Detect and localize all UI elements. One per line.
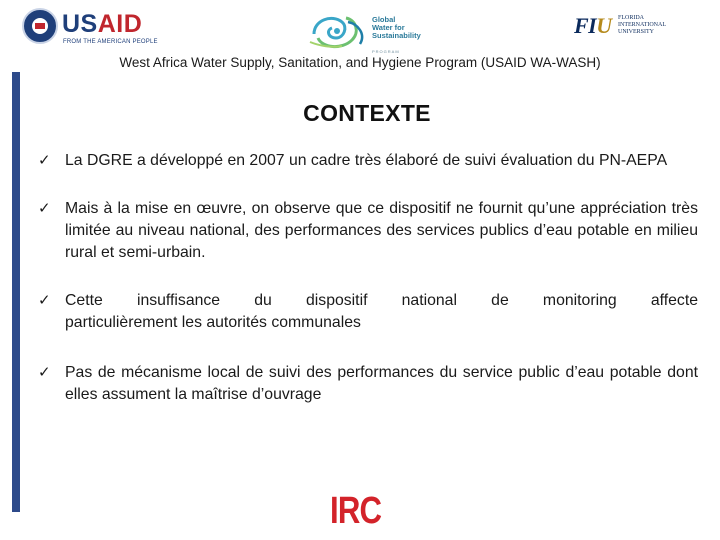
bullet-text: Cette insuffisance du dispositif national de monitoring affecte	[65, 292, 698, 309]
irc-logo: IRC	[330, 490, 382, 532]
fiu-logo	[574, 14, 674, 40]
bullet-text: La DGRE a développé en 2007 un cadre très élaboré de suivi évaluation du PN-AEPA	[65, 152, 668, 169]
water-drop-swirl-icon	[308, 12, 370, 52]
gws-subtitle: PROGRAM	[372, 49, 400, 54]
bullet-item	[38, 198, 698, 264]
gws-name: Global Water for Sustainability	[372, 15, 421, 40]
usaid-seal-icon	[22, 8, 58, 44]
checkmark-icon: ✓	[38, 200, 51, 217]
bullet-item	[38, 290, 698, 334]
gws-logo	[308, 8, 432, 54]
checkmark-icon: ✓	[38, 152, 51, 169]
usaid-logo	[22, 8, 158, 50]
usaid-tagline: FROM THE AMERICAN PEOPLE	[63, 39, 158, 45]
bullet-list	[38, 150, 698, 406]
left-accent-bar	[12, 72, 20, 512]
checkmark-icon: ✓	[38, 292, 51, 309]
fiu-wordmark: FIU	[574, 13, 612, 38]
slide-title: CONTEXTE	[303, 100, 431, 126]
bullet-item	[38, 362, 698, 406]
bullet-text: particulièrement les autorités communales	[65, 314, 361, 331]
bullet-text: Pas de mécanisme local de suivi des performances du service public d’eau potable dont elles assument la maîtrise d’ouvrage	[65, 364, 698, 403]
checkmark-icon: ✓	[38, 364, 51, 381]
fiu-name: FLORIDA INTERNATIONAL UNIVERSITY	[618, 15, 666, 35]
usaid-wordmark: USAID	[62, 10, 143, 38]
bullet-text: Mais à la mise en œuvre, on observe que ce dispositif ne fournit qu’une appréciation très limitée au niveau national, des performances des services publics d’eau potable en milieu rural et semi-urbain.	[65, 200, 698, 261]
program-title: West Africa Water Supply, Sanitation, and Hygiene Program (USAID WA-WASH)	[119, 55, 601, 70]
bullet-item	[38, 150, 698, 172]
